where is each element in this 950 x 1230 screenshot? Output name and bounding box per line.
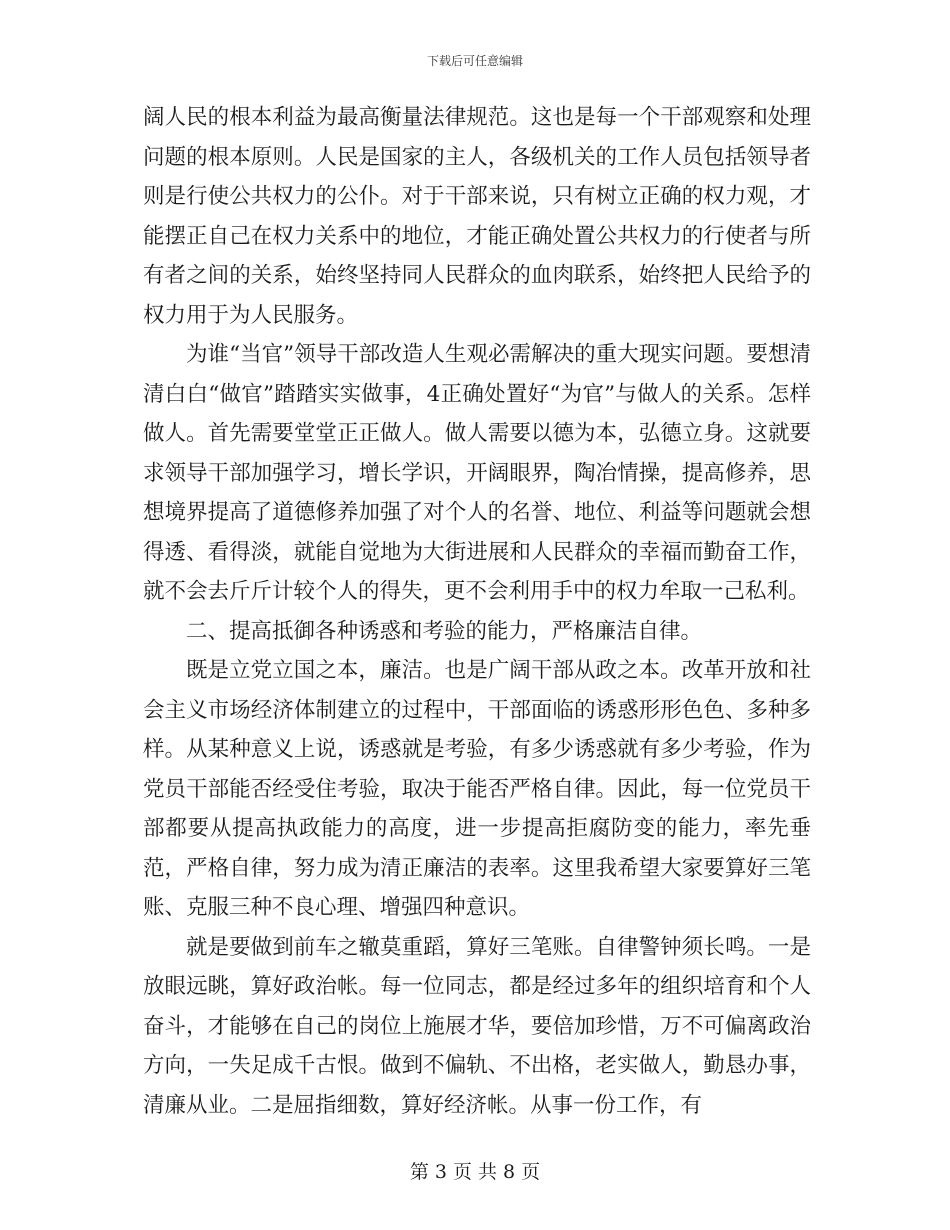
paragraph-4: 就是要做到前车之辙莫重蹈，算好三笔账。自律警钟须长鸣。一是放眼远眺，算好政治帐。每一位同志，都是经过多年的组织培育和个人奋斗，才能够在自己的岗位上施展才华，要倍加珍惜，万不可偏离政治方向，一失足成千古恨。做到不偏轨、不出格，老实做人，勤恳办事，清廉从业。二是屈指细数，算好经济帐。从事一份工作，有 (143, 934, 811, 1118)
page-header-note: 下载后可任意编辑 (426, 54, 523, 68)
paragraph-1: 阔人民的根本利益为最高衡量法律规范。这也是每一个干部观察和处理问题的根本原则。人民是国家的主人，各级机关的工作人员包括领导者则是行使公共权力的公仆。对于干部来说，只有树立正确的权力观，才能摆正自己在权力关系中的地位，才能正确处置公共权力的行使者与所有者之间的关系，始终坚持同人民群众的血肉联系，始终把人民给予的权力用于为人民服务。 (143, 105, 811, 328)
page-number-footer: 第 3 页 共 8 页 (409, 1161, 541, 1183)
paragraph-2: 为谁“当官”领导干部改造人生观必需解决的重大现实问题。要想清清白白“做官”踏踏实实做事，4正确处置好“为官”与做人的关系。怎样做人。首先需要堂堂正正做人。做人需要以德为本，弘德立身。这就要求领导干部加强学习，增长学识，开阔眼界，陶冶情操，提高修养，思想境界提高了道德修养加强了对个人的名誉、地位、利益等问题就会想得透、看得淡，就能自觉地为大街进展和人民群众的幸福而勤奋工作，就不会去斤斤计较个人的得失，更不会利用手中的权力牟取一己私利。 (143, 342, 811, 604)
section-heading: 二、提高抵御各种诱惑和考验的能力，严格廉洁自律。 (186, 618, 703, 644)
document-body (143, 98, 811, 1125)
paragraph-3: 既是立党立国之本，廉洁。也是广阔干部从政之本。改革开放和社会主义市场经济体制建立的过程中，干部面临的诱惑形形色色、多种多样。从某种意义上说，诱惑就是考验，有多少诱惑就有多少考验，作为党员干部能否经受住考验，取决于能否严格自律。因此，每一位党员干部都要从提高执政能力的高度，进一步提高拒腐防变的能力，率先垂范，严格自律，努力成为清正廉洁的表率。这里我希望大家要算好三笔账、克服三种不良心理、增强四种意识。 (143, 658, 811, 920)
